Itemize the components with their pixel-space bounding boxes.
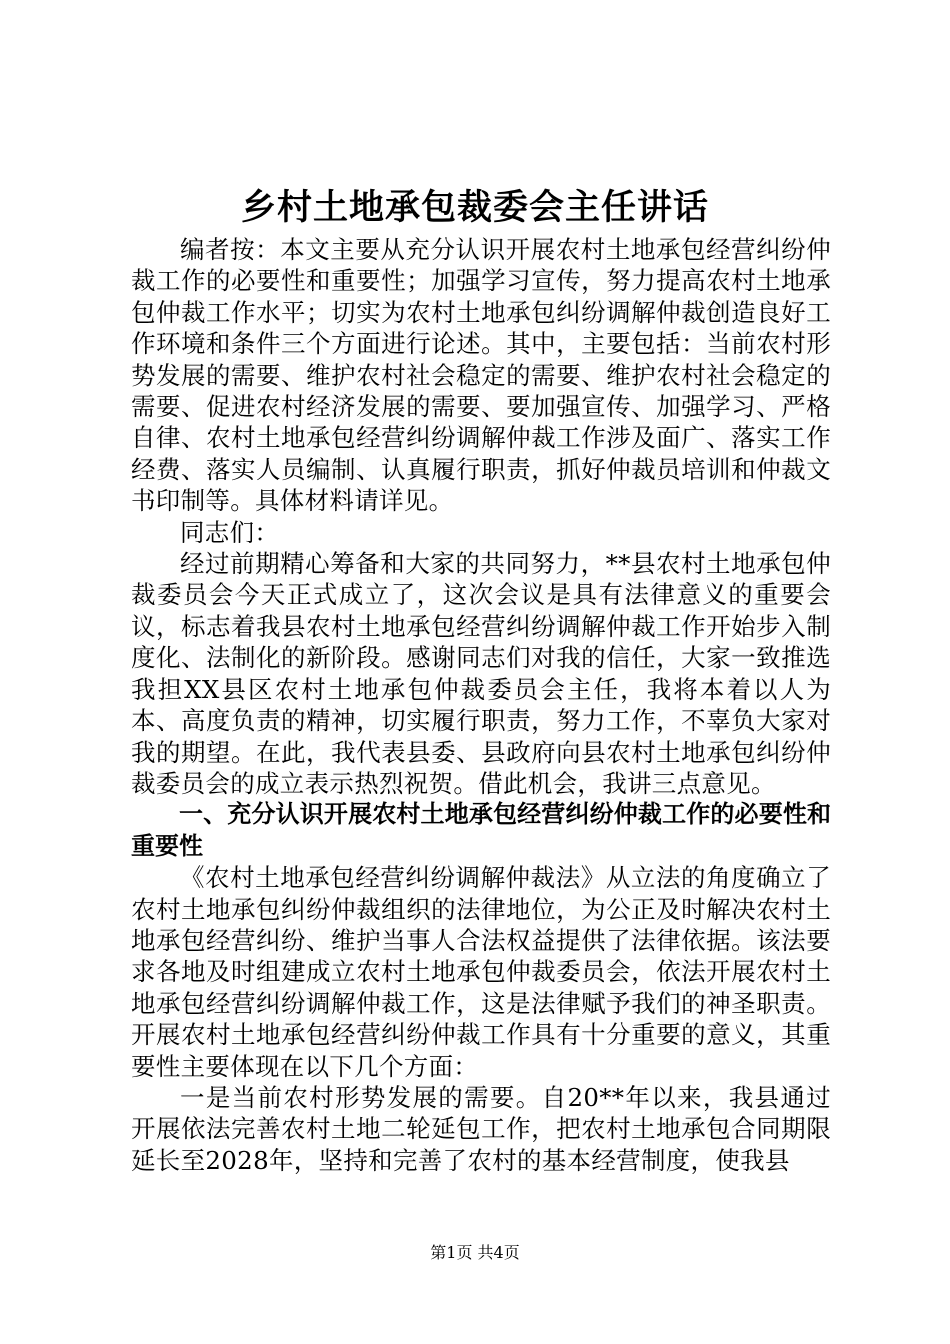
document-body: [131, 234, 831, 1176]
document-title: 乡村土地承包裁委会主任讲话: [240, 188, 709, 228]
section-paragraph: 《农村土地承包经营纠纷调解仲裁法》从立法的角度确立了农村土地承包纠纷仲裁组织的法律地位，为公正及时解决农村土地承包经营纠纷、维护当事人合法权益提供了法律依据。该法要求各地及时组建成立农村土地承包仲裁委员会，依法开展农村土地承包经营纠纷调解仲裁工作，这是法律赋予我们的神圣职责。开展农村土地承包经营纠纷仲裁工作具有十分重要的意义，其重要性主要体现在以下几个方面：: [131, 863, 831, 1081]
page-footer: 第1页 共4页: [430, 1243, 520, 1262]
section-heading: 一、充分认识开展农村土地承包经营纠纷仲裁工作的必要性和重要性: [131, 800, 831, 860]
editor-note-paragraph: 编者按：本文主要从充分认识开展农村土地承包经营纠纷仲裁工作的必要性和重要性；加强学习宣传，努力提高农村土地承包仲裁工作水平；切实为农村土地承包纠纷调解仲裁创造良好工作环境和条件三个方面进行论述。其中，主要包括：当前农村形势发展的需要、维护农村社会稳定的需要、维护农村社会稳定的需要、促进农村经济发展的需要、要加强宣传、加强学习、严格自律、农村土地承包经营纠纷调解仲裁工作涉及面广、落实工作经费、落实人员编制、认真履行职责，抓好仲裁员培训和仲裁文书印制等。具体材料请详见。: [131, 235, 831, 516]
opening-paragraph: 经过前期精心筹备和大家的共同努力，**县农村土地承包仲裁委员会今天正式成立了，这次会议是具有法律意义的重要会议，标志着我县农村土地承包经营纠纷调解仲裁工作开始步入制度化、法制化的新阶段。感谢同志们对我的信任，大家一致推选我担XX县区农村土地承包仲裁委员会主任，我将本着以人为本、高度负责的精神，切实履行职责，努力工作，不辜负大家对我的期望。在此，我代表县委、县政府向县农村土地承包纠纷仲裁委员会的成立表示热烈祝贺。借此机会，我讲三点意见。: [131, 549, 831, 798]
salutation-paragraph: 同志们：: [180, 517, 280, 547]
section-paragraph: 一是当前农村形势发展的需要。自20**年以来，我县通过开展依法完善农村土地二轮延包工作，把农村土地承包合同期限延长至2028年，坚持和完善了农村的基本经营制度，使我县: [131, 1082, 831, 1175]
